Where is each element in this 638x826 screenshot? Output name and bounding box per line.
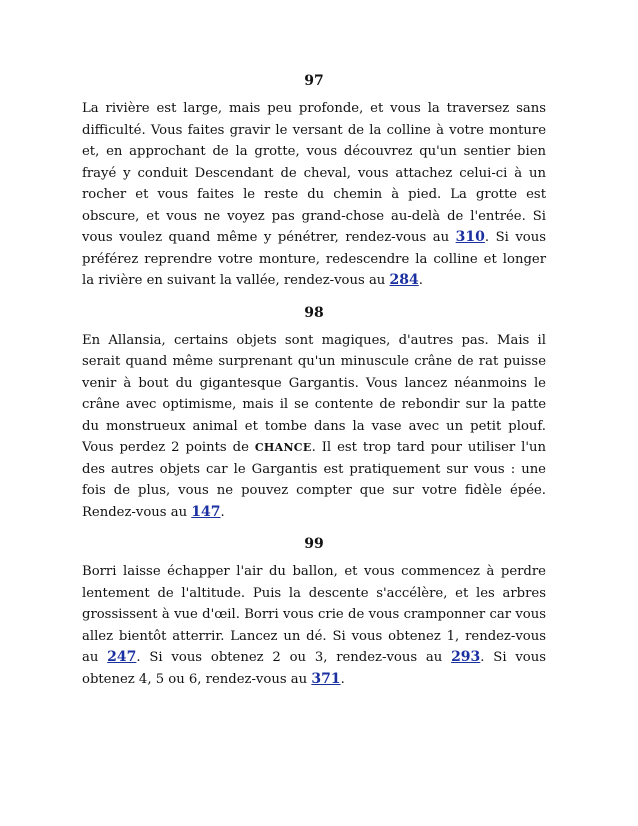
section-number: 97 xyxy=(304,73,324,89)
link-293[interactable]: 293 xyxy=(451,649,481,665)
paragraph-text: . xyxy=(220,504,225,520)
paragraph-text: Borri laisse échapper l'air du ballon, et vous commencez à perdre lentement de l'altitude. Puis la descente s'accélère, et les arbres grossissent à vue d'œil. Borri vous crie de vous cramponner car vous allez bientôt atterrir. Lancez un dé. Si vous obtenez 1, rendez-vous au xyxy=(82,564,546,665)
paragraph-text: La rivière est large, mais peu profonde, et vous la traversez sans difficulté. Vous faites gravir le versant de la colline à votre monture et, en approchant de la grotte, vous découvrez qu'un sentier bien frayé y conduit Descendant de cheval, vous attachez celui-ci à un rocher et vous faites le reste du chemin à pied. La grotte est obscure, et vous ne voyez pas grand-chose au-delà de l'entrée. Si vous voulez quand même y pénétrer, rendez-vous au xyxy=(82,101,546,245)
paragraph-text: . Il est trop tard pour utiliser l'un des autres objets car le Gargantis est pratiquement sur vous : une fois de plus, vous ne pouvez compter que sur votre fidèle épée. Rendez-vous au xyxy=(82,440,547,520)
section-99 xyxy=(82,533,546,690)
paragraph-text: . Si vous obtenez 2 ou 3, rendez-vous au xyxy=(136,650,452,665)
link-247[interactable]: 247 xyxy=(107,649,137,665)
paragraph-text: . xyxy=(418,273,423,288)
paragraph-text: En Allansia, certains objets sont magiques, d'autres pas. Mais il serait quand même surprenant qu'un minuscule crâne de rat puisse venir à bout du gigantesque Gargantis. Vous lancez néanmoins le crâne avec optimisme, mais il se contente de rebondir sur la patte du monstrueux animal et tombe dans la vase avec un petit plouf. Vous perdez 2 points de xyxy=(82,332,546,455)
document-page xyxy=(82,70,546,700)
link-371[interactable]: 371 xyxy=(311,670,341,687)
section-number: 99 xyxy=(304,536,324,552)
section-number: 98 xyxy=(304,304,324,321)
link-284[interactable]: 284 xyxy=(389,272,419,288)
paragraph-text: . Si vous préférez reprendre votre monture, redescendre la colline et longer la rivière en suivant la vallée, rendez-vous au xyxy=(82,230,546,288)
paragraph xyxy=(82,561,546,690)
section-98 xyxy=(82,302,546,524)
section-97 xyxy=(82,70,546,292)
paragraph xyxy=(82,98,546,292)
paragraph xyxy=(82,330,546,524)
chance-label: CHANCE xyxy=(254,441,312,454)
link-310[interactable]: 310 xyxy=(455,229,485,245)
paragraph-text: . xyxy=(340,671,345,687)
link-147[interactable]: 147 xyxy=(191,503,221,520)
paragraph-text: . Si vous obtenez 4, 5 ou 6, rendez-vous au xyxy=(82,650,546,687)
